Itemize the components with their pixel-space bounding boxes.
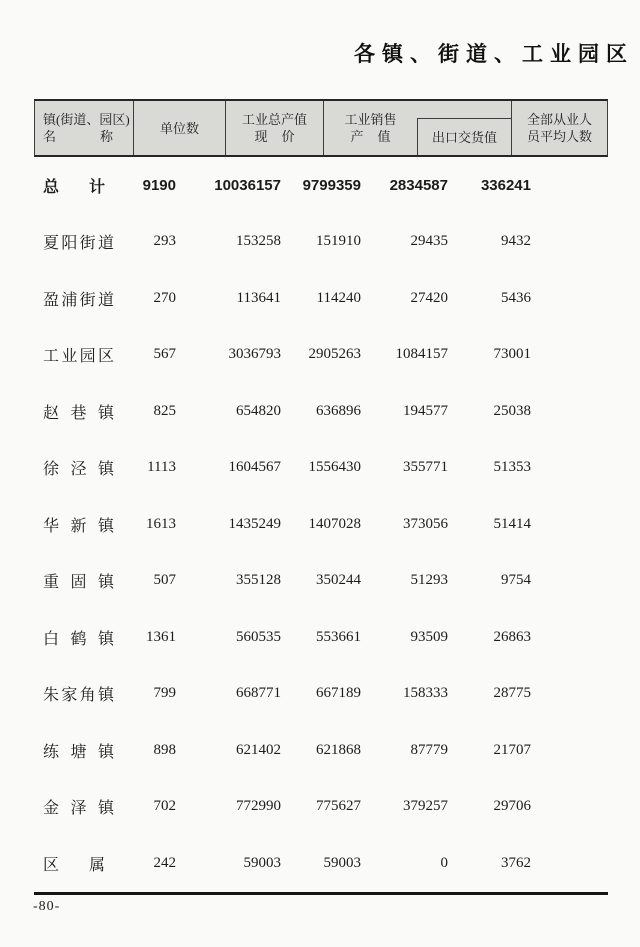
cell-sales-output: 9799359	[302, 176, 361, 194]
table-row	[34, 383, 608, 440]
town-name-text: 赵巷镇	[43, 404, 114, 422]
cell-unit-count: 567	[153, 346, 176, 363]
cell-export-delivery: 0	[440, 854, 448, 871]
table-row	[34, 722, 608, 779]
cell-gross-output: 668771	[236, 685, 281, 702]
town-name-text: 重固镇	[43, 574, 114, 592]
header-sales-line2: 产值	[350, 129, 391, 144]
table-row	[34, 270, 608, 327]
cell-avg-employees: 25038	[493, 402, 531, 419]
table-row	[34, 553, 608, 610]
cell-gross-output: 621402	[236, 741, 281, 758]
cell-gross-output: 59003	[243, 854, 281, 871]
cell-town-name	[34, 739, 134, 762]
cell-town-name	[34, 513, 134, 536]
town-name-text: 夏阳街道	[43, 235, 114, 253]
cell-unit-count: 799	[153, 685, 176, 702]
table-row	[34, 835, 608, 892]
cell-avg-employees: 26863	[493, 628, 531, 645]
cell-sales-output: 636896	[316, 402, 361, 419]
cell-export-delivery: 373056	[403, 515, 448, 532]
cell-gross-output: 3036793	[228, 346, 281, 363]
cell-avg-employees: 9432	[501, 233, 531, 250]
cell-town-name	[34, 400, 134, 423]
cell-sales-output: 667189	[316, 685, 361, 702]
cell-avg-employees: 51414	[493, 515, 531, 532]
cell-town-name	[34, 852, 134, 875]
cell-sales-output: 621868	[316, 741, 361, 758]
table-row	[34, 609, 608, 666]
cell-sales-output: 151910	[316, 233, 361, 250]
table-row	[34, 327, 608, 384]
town-name-text: 徐泾镇	[43, 461, 114, 479]
column-header-sales-output	[324, 101, 417, 155]
column-header-avg-employees	[512, 101, 607, 155]
cell-gross-output: 113641	[236, 289, 281, 306]
cell-unit-count: 1113	[147, 459, 176, 476]
cell-town-name	[34, 287, 134, 310]
table-row	[34, 157, 608, 214]
cell-sales-output: 553661	[316, 628, 361, 645]
cell-avg-employees: 5436	[501, 289, 531, 306]
cell-town-name	[34, 174, 134, 197]
town-name-text: 华新镇	[43, 517, 114, 535]
header-export-label: 出口交货值	[431, 129, 497, 145]
cell-export-delivery: 93509	[410, 628, 448, 645]
header-name-line2: 名称	[43, 129, 113, 144]
town-name-text: 盈浦街道	[43, 291, 114, 309]
cell-unit-count: 1613	[146, 515, 176, 532]
cell-avg-employees: 29706	[493, 798, 531, 815]
cell-town-name	[34, 682, 134, 705]
town-name-text: 总计	[43, 178, 105, 196]
town-name-text: 朱家角镇	[43, 687, 114, 705]
cell-gross-output: 355128	[236, 572, 281, 589]
cell-gross-output: 153258	[236, 233, 281, 250]
cell-avg-employees: 336241	[480, 176, 531, 194]
header-name-line1: 镇(街道、园区)	[43, 112, 130, 127]
header-employees-line1: 全部从业人	[526, 112, 592, 127]
cell-export-delivery: 51293	[410, 572, 448, 589]
header-gross-line1: 工业总产值	[241, 112, 307, 127]
cell-sales-output: 2905263	[308, 346, 361, 363]
cell-avg-employees: 9754	[501, 572, 531, 589]
cell-export-delivery: 355771	[403, 459, 448, 476]
cell-sales-output: 1407028	[308, 515, 361, 532]
column-header-sales-group	[324, 101, 512, 155]
table-row	[34, 779, 608, 836]
column-header-export-delivery	[417, 118, 511, 155]
table-row	[34, 214, 608, 271]
cell-sales-output: 350244	[316, 572, 361, 589]
page-title: 各镇、街道、工业园区	[354, 42, 634, 66]
cell-gross-output: 1435249	[228, 515, 281, 532]
table-row	[34, 666, 608, 723]
cell-export-delivery: 2834587	[389, 176, 448, 194]
town-name-text: 区属	[43, 856, 105, 874]
cell-unit-count: 9190	[142, 176, 176, 194]
cell-town-name	[34, 795, 134, 818]
cell-export-delivery: 87779	[410, 741, 448, 758]
town-name-text: 工业园区	[43, 348, 114, 366]
cell-unit-count: 507	[153, 572, 176, 589]
town-name-text: 练塘镇	[43, 743, 114, 761]
cell-town-name	[34, 569, 134, 592]
cell-export-delivery: 158333	[403, 685, 448, 702]
cell-avg-employees: 51353	[493, 459, 531, 476]
header-employees-line2: 员平均人数	[526, 129, 592, 144]
statistics-table	[34, 99, 608, 895]
column-header-unit-count	[134, 101, 226, 155]
table-row	[34, 440, 608, 497]
town-name-text: 白鹤镇	[43, 630, 114, 648]
cell-town-name	[34, 343, 134, 366]
cell-unit-count: 270	[153, 289, 176, 306]
page-number: -80-	[33, 899, 61, 914]
table-row	[34, 496, 608, 553]
cell-sales-output: 1556430	[308, 459, 361, 476]
cell-gross-output: 560535	[236, 628, 281, 645]
table-header-row	[34, 99, 608, 157]
header-sales-line1: 工业销售	[344, 112, 397, 127]
cell-avg-employees: 21707	[493, 741, 531, 758]
cell-avg-employees: 73001	[493, 346, 531, 363]
column-header-gross-output	[226, 101, 324, 155]
cell-gross-output: 1604567	[228, 459, 281, 476]
header-gross-line2: 现价	[254, 129, 295, 144]
cell-gross-output: 772990	[236, 798, 281, 815]
cell-avg-employees: 3762	[501, 854, 531, 871]
cell-gross-output: 10036157	[214, 176, 281, 194]
cell-town-name	[34, 230, 134, 253]
header-units-label: 单位数	[159, 120, 199, 136]
cell-unit-count: 898	[153, 741, 176, 758]
cell-export-delivery: 1084157	[395, 346, 448, 363]
cell-unit-count: 1361	[146, 628, 176, 645]
cell-export-delivery: 27420	[410, 289, 448, 306]
cell-export-delivery: 379257	[403, 798, 448, 815]
town-name-text: 金泽镇	[43, 800, 114, 818]
cell-export-delivery: 29435	[410, 233, 448, 250]
cell-export-delivery: 194577	[403, 402, 448, 419]
cell-unit-count: 293	[153, 233, 176, 250]
cell-sales-output: 114240	[316, 289, 361, 306]
cell-gross-output: 654820	[236, 402, 281, 419]
cell-unit-count: 702	[153, 798, 176, 815]
cell-sales-output: 59003	[323, 854, 361, 871]
cell-avg-employees: 28775	[493, 685, 531, 702]
cell-town-name	[34, 456, 134, 479]
cell-unit-count: 242	[153, 854, 176, 871]
cell-sales-output: 775627	[316, 798, 361, 815]
cell-town-name	[34, 626, 134, 649]
table-body	[34, 157, 608, 895]
cell-unit-count: 825	[153, 402, 176, 419]
column-header-town-name	[35, 101, 134, 155]
